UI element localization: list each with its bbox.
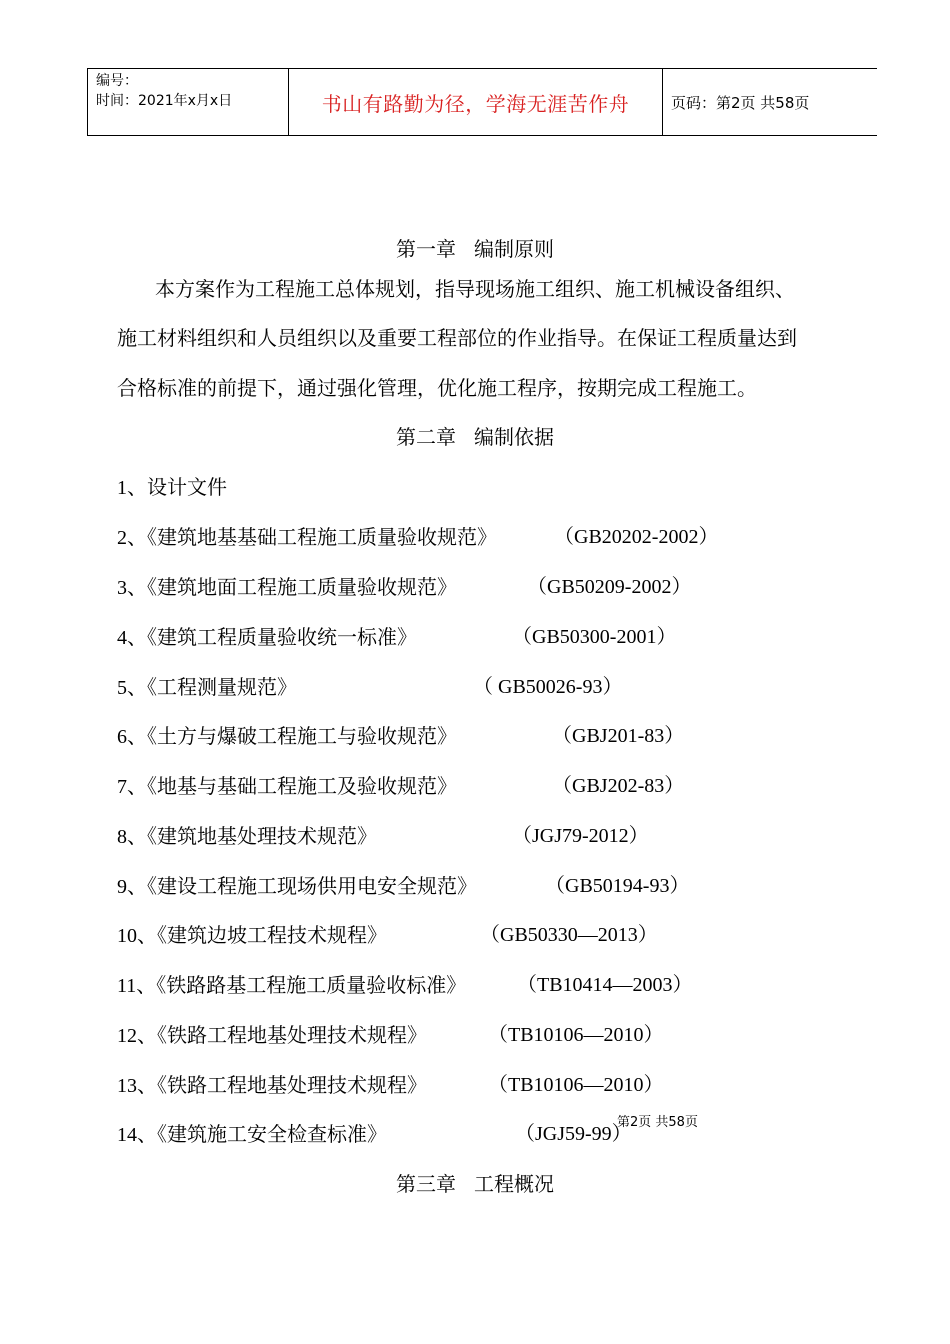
reference-item [117,524,719,551]
reference-title: 设计文件 [147,475,227,499]
reference-number: 1、 [117,477,147,499]
chapter3-number: 第三章 [396,1172,456,1196]
reference-number: 3、 [117,577,147,599]
reference-code: （GBJ202-83） [552,775,685,797]
reference-title: 《铁路工程地基处理技术规程》 [157,1023,427,1047]
chapter1-number: 第一章 [396,237,456,261]
reference-code: （ GB50026-93） [473,676,623,698]
reference-item [117,624,677,651]
reference-item [117,674,623,701]
chapter1-paragraph-line: 本方案作为工程施工总体规划，指导现场施工组织、施工机械设备组织、 [155,277,795,301]
reference-number: 2、 [117,527,147,549]
reference-number: 14、 [117,1124,157,1146]
reference-number: 11、 [117,975,157,997]
header-motto: 书山有路勤为径，学海无涯苦作舟 [321,91,630,116]
reference-item [117,922,658,949]
reference-item [117,823,649,850]
reference-number: 10、 [117,925,157,947]
reference-item [117,723,685,750]
reference-title: 《建筑边坡工程技术规程》 [157,923,387,947]
reference-item [117,873,690,900]
chapter1-paragraph-line: 合格标准的前提下，通过强化管理，优化施工程序，按期完成工程施工。 [117,376,757,400]
reference-title: 《建筑工程质量验收统一标准》 [147,625,417,649]
chapter1-paragraph-line: 施工材料组织和人员组织以及重要工程部位的作业指导。在保证工程质量达到 [117,326,797,350]
document-time-label: 时间：2021年x月x日 [96,93,233,109]
reference-number: 7、 [117,776,147,798]
reference-title: 《工程测量规范》 [147,675,297,699]
reference-code: （JGJ59-99） [515,1123,632,1145]
reference-code: （GBJ201-83） [552,725,685,747]
reference-item [117,574,692,601]
reference-code: （GB50209-2002） [527,576,692,598]
reference-code: （TB10106—2010） [488,1074,664,1096]
chapter2-number: 第二章 [396,425,456,449]
reference-title: 《建筑地基基础工程施工质量验收规范》 [147,525,497,549]
chapter3-title: 工程概况 [474,1172,554,1196]
reference-code: （GB50300-2001） [512,626,677,648]
reference-number: 6、 [117,726,147,748]
chapter2-title: 编制依据 [474,425,554,449]
reference-code: （GB50194-93） [545,875,690,897]
reference-number: 9、 [117,876,147,898]
footer-page-number: 第2页 共58页 [617,1115,698,1130]
reference-title: 《建筑地面工程施工质量验收规范》 [147,575,457,599]
reference-code: （JGJ79-2012） [512,825,649,847]
reference-code: （TB10106—2010） [488,1024,664,1046]
reference-title: 《建筑地基处理技术规范》 [147,824,377,848]
chapter1-title: 编制原则 [474,237,554,261]
reference-title: 《建筑施工安全检查标准》 [157,1122,387,1146]
reference-title: 《建设工程施工现场供用电安全规范》 [147,874,477,898]
reference-title: 《铁路工程地基处理技术规程》 [157,1073,427,1097]
reference-item [117,1022,664,1049]
header-page-info: 页码：第2页 共58页 [671,93,810,112]
chapter2-heading [0,424,950,450]
header-motto-cell [289,69,663,135]
reference-number: 12、 [117,1025,157,1047]
reference-item [117,474,227,501]
reference-number: 8、 [117,826,147,848]
reference-code: （GB50330—2013） [480,924,658,946]
reference-title: 《铁路路基工程施工质量验收标准》 [156,973,467,997]
reference-code: （GB20202-2002） [554,526,719,548]
chapter3-heading [0,1171,950,1197]
header-page-cell [663,69,878,135]
chapter1-heading [0,236,950,262]
reference-item [117,1121,632,1148]
reference-item [117,773,685,800]
reference-item [117,1072,664,1099]
reference-title: 《地基与基础工程施工及验收规范》 [147,774,457,798]
reference-title: 《土方与爆破工程施工与验收规范》 [147,724,457,748]
reference-number: 13、 [117,1075,157,1097]
document-header [87,68,877,136]
document-number-label: 编号： [96,73,138,89]
reference-number: 5、 [117,677,147,699]
reference-code: （TB10414—2003） [517,974,693,996]
reference-item [117,972,693,999]
reference-number: 4、 [117,627,147,649]
header-meta-cell [88,69,289,135]
